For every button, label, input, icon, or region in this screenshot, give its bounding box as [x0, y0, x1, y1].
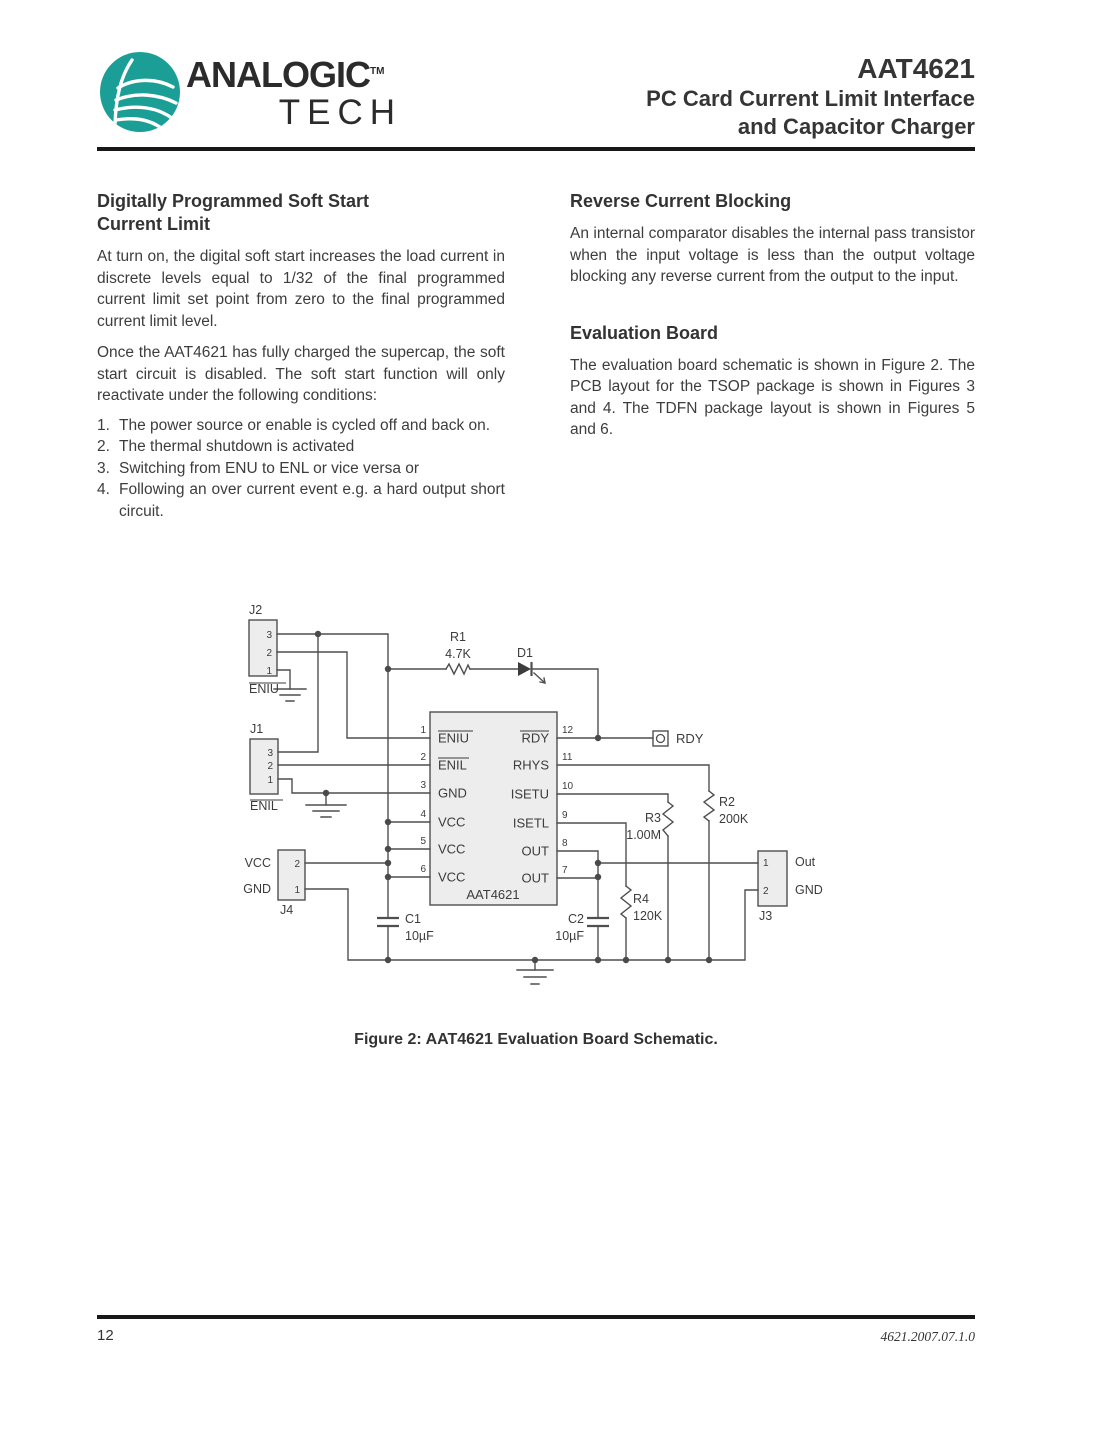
- list-text: The power source or enable is cycled off and back on.: [119, 416, 491, 434]
- section-heading-soft-start: [97, 190, 505, 236]
- j2-ref: J2: [249, 603, 263, 617]
- list-number: 1.: [97, 416, 110, 434]
- section-heading-reverse-current: Reverse Current Blocking: [570, 191, 792, 211]
- j1-pin1: 1: [267, 775, 273, 786]
- ic-pin-num: 6: [420, 864, 426, 875]
- connector-j2: [249, 620, 277, 676]
- ground-symbol: [306, 805, 346, 817]
- doc-title-line2: and Capacitor Charger: [737, 114, 975, 139]
- rdy-terminal: [653, 731, 668, 746]
- j4-ref: J4: [280, 903, 294, 917]
- connector-j4: [278, 850, 305, 900]
- part-number: AAT4621: [857, 53, 975, 84]
- capacitor-c2: [587, 918, 609, 926]
- list-number: 4.: [97, 481, 110, 498]
- j2-pin3: 3: [266, 630, 272, 641]
- header-rule: [97, 147, 975, 151]
- ic-part-label: AAT4621: [466, 887, 520, 902]
- r2-value: 200K: [719, 812, 749, 826]
- ic-pin-label-out: OUT: [521, 843, 549, 859]
- r4-ref: R4: [633, 892, 649, 906]
- brand-name-top: [186, 53, 402, 94]
- ic-pin-label-isetl: ISETL: [512, 815, 549, 831]
- j2-pin1: 1: [266, 666, 272, 677]
- brand-analogic: ANALOGIC: [186, 54, 370, 95]
- left-column: [97, 190, 505, 522]
- ic-pin-num: 12: [562, 725, 574, 736]
- page-number: 12: [97, 1327, 114, 1344]
- r2-ref: R2: [719, 795, 735, 809]
- list-text: The thermal shutdown is activated: [119, 438, 355, 455]
- rdy-terminal-label: RDY: [676, 731, 704, 746]
- j1-pin2: 2: [267, 761, 273, 772]
- ic-pin-num: 5: [420, 836, 426, 847]
- section-heading-evaluation-board: Evaluation Board: [570, 322, 719, 343]
- ic-pin-label-gnd: GND: [438, 785, 467, 801]
- analogictech-logo: [98, 50, 182, 134]
- paragraph: Once the AAT4621 has fully charged the supercap, the soft start circuit is disabled. The soft start function will only reactivate under the following conditions:: [97, 344, 505, 404]
- conditions-list: [97, 415, 505, 523]
- ic-pin-label-enil: ENIL: [438, 757, 467, 773]
- heading-line2: Current Limit: [97, 214, 211, 234]
- ic-pin-num: 1: [420, 725, 426, 736]
- list-item: [97, 458, 505, 480]
- c2-ref: C2: [568, 912, 584, 926]
- heading-line1: Digitally Programmed Soft Start: [97, 191, 370, 211]
- brand-name-bottom: TECH: [278, 93, 402, 132]
- paragraph: The evaluation board schematic is shown in Figure 2. The PCB layout for the TSOP package is shown in Figures 3 and 4. The TDFN package layout is shown in Figures 5 and 6.: [570, 356, 975, 438]
- list-text: Following an over current event e.g. a hard output short circuit.: [119, 481, 505, 520]
- list-number: 2.: [97, 438, 110, 455]
- c1-ref: C1: [405, 912, 421, 926]
- doc-title-line1: PC Card Current Limit Interface: [646, 86, 975, 111]
- list-number: 3.: [97, 459, 110, 477]
- ic-pin-label-vcc: VCC: [438, 869, 466, 885]
- r1-ref: R1: [450, 630, 466, 644]
- paragraph: At turn on, the digital soft start increases the load current in discrete levels equal to 1/32 of the final programmed current limit set point from zero to the final programmed current limit level.: [97, 248, 505, 330]
- ic-pin-num: 9: [562, 810, 568, 821]
- ic-pin-label-vcc: VCC: [438, 841, 466, 857]
- ic-pin-num: 4: [420, 809, 426, 820]
- d1-ref: D1: [517, 646, 533, 660]
- capacitor-c1: [377, 918, 399, 926]
- ic-pin-label-eniu: ENIU: [438, 730, 470, 746]
- ic-pin-label-rdy: RDY: [521, 730, 549, 746]
- ic-pin-label-rhys: RHYS: [512, 757, 549, 773]
- ic-pin-num: 2: [420, 752, 426, 763]
- j2-pin2: 2: [266, 648, 272, 659]
- r4-value: 120K: [633, 909, 663, 923]
- list-item: [97, 415, 505, 437]
- list-item: [97, 479, 505, 522]
- list-item: [97, 436, 505, 458]
- list-text: Switching from ENU to ENL or vice versa or: [119, 459, 420, 477]
- j1-net-label: ENIL: [250, 799, 278, 813]
- j2-net-label: ENIU: [249, 682, 279, 696]
- ic-pin-num: 3: [420, 780, 426, 791]
- diode-d1: [518, 662, 545, 683]
- ic-pin-num: 10: [562, 781, 574, 792]
- figure-caption: Figure 2: AAT4621 Evaluation Board Schematic.: [354, 1031, 718, 1048]
- schematic-figure: [235, 595, 865, 1020]
- j4-pin1: 1: [294, 885, 300, 896]
- footer-rule: [97, 1315, 975, 1319]
- j3-ref: J3: [759, 909, 773, 923]
- j4-pin2: 2: [294, 859, 300, 870]
- resistor-r1: [446, 664, 470, 674]
- ic-pin-label-isetu: ISETU: [510, 786, 549, 802]
- connector-j1: [250, 739, 278, 794]
- c2-value: 10µF: [555, 929, 584, 943]
- ic-pin-label-vcc: VCC: [438, 814, 466, 830]
- j1-pin3: 3: [267, 748, 273, 759]
- j1-ref: J1: [250, 722, 264, 736]
- j3-out-label: Out: [795, 855, 816, 869]
- resistor-r4: [621, 886, 631, 918]
- brand-wordmark: [186, 53, 402, 131]
- j3-gnd-label: GND: [795, 883, 823, 897]
- j4-gnd-label: GND: [243, 882, 271, 896]
- ic-pin-num: 11: [562, 752, 573, 763]
- c1-value: 10µF: [405, 929, 434, 943]
- j3-pin2: 2: [763, 886, 769, 897]
- ground-symbol: [517, 970, 553, 984]
- paragraph: An internal comparator disables the internal pass transistor when the input voltage is less than the output voltage blocking any reverse current from the output to the input.: [570, 225, 975, 285]
- ic-pin-num: 7: [562, 865, 568, 876]
- trademark-symbol: TM: [370, 66, 385, 77]
- doc-version: 4621.2007.07.1.0: [880, 1329, 975, 1344]
- ic-pin-label-out: OUT: [521, 870, 549, 886]
- resistor-r3: [663, 802, 673, 836]
- resistor-r2: [704, 791, 714, 821]
- document-title-block: [646, 52, 975, 141]
- r3-ref: R3: [645, 811, 661, 825]
- j3-pin1: 1: [763, 858, 769, 869]
- ic-pin-num: 8: [562, 838, 568, 849]
- right-column: [570, 190, 975, 441]
- j4-vcc-label: VCC: [244, 856, 271, 870]
- r3-value: 1.00M: [626, 828, 661, 842]
- r1-value: 4.7K: [445, 647, 471, 661]
